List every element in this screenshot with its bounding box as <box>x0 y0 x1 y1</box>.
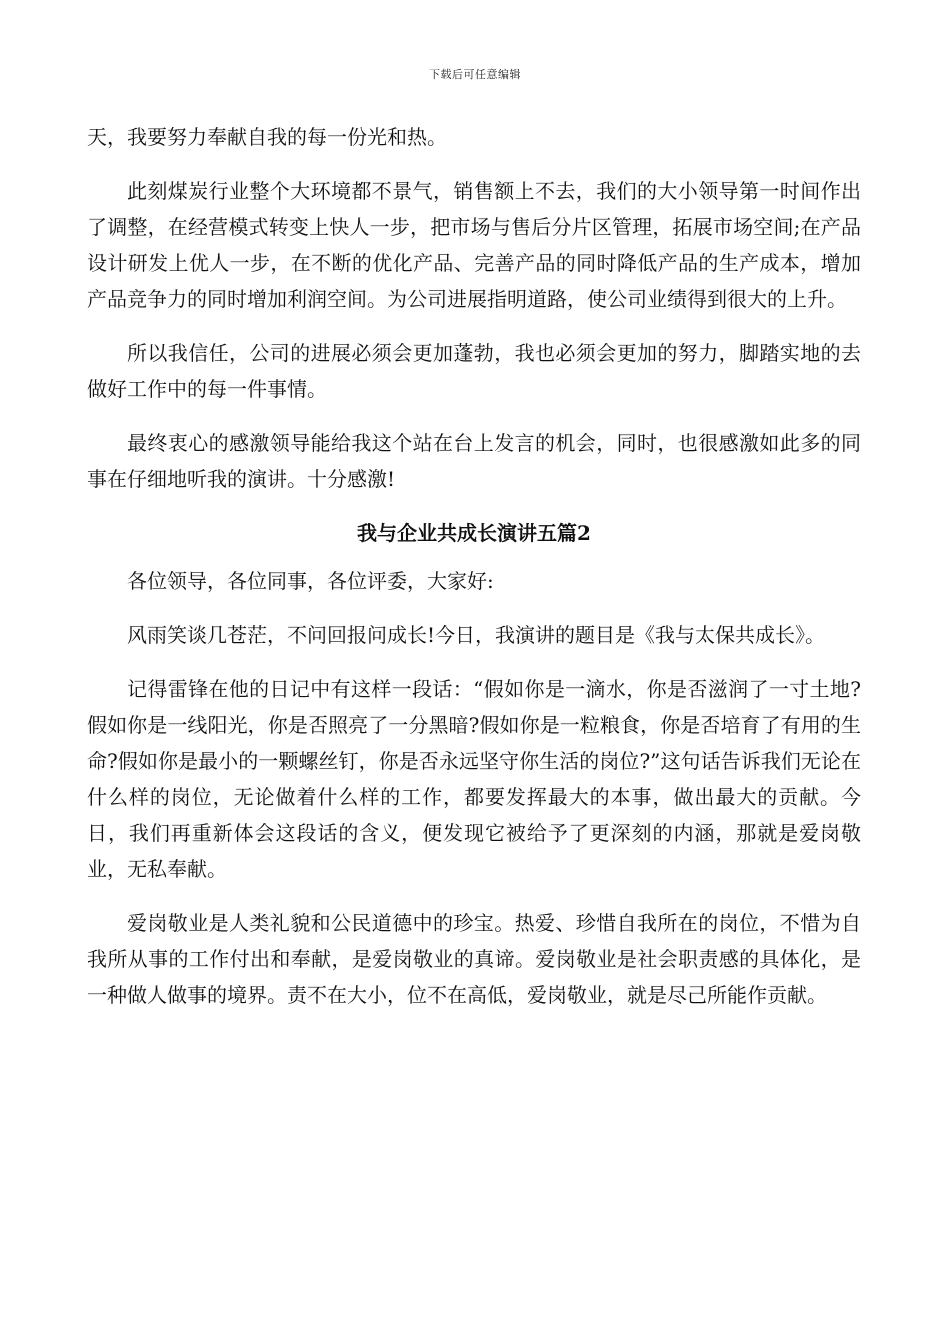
paragraph-thanks: 最终衷心的感激领导能给我这个站在台上发言的机会，同时，也很感激如此多的同事在仔细地听我的演讲。十分感激! <box>87 431 861 491</box>
paragraph-belief: 所以我信任，公司的进展必须会更加蓬勃，我也必须会更加的努力，脚踏实地的去做好工作中的每一件事情。 <box>87 341 861 401</box>
section-title: 我与企业共成长演讲五篇2 <box>357 521 591 545</box>
paragraph-topic: 风雨笑谈几苍茫，不问回报问成长!今日，我演讲的题目是《我与太保共成长》。 <box>127 623 826 647</box>
paragraph-greeting: 各位领导，各位同事，各位评委，大家好: <box>127 569 494 593</box>
paragraph-dedication: 爱岗敬业是人类礼貌和公民道德中的珍宝。热爱、珍惜自我所在的岗位，不惜为自我所从事的工作付出和奉献，是爱岗敬业的真谛。爱岗敬业是社会职责感的具体化，是一种做人做事的境界。责不在大小，位不在高低，爱岗敬业，就是尽己所能作贡献。 <box>87 911 861 1007</box>
header-note: 下载后可任意编辑 <box>429 68 521 81</box>
paragraph-continuation: 天，我要努力奉献自我的每一份光和热。 <box>87 125 447 149</box>
paragraph-industry: 此刻煤炭行业整个大环境都不景气，销售额上不去，我们的大小领导第一时间作出了调整，在经营模式转变上快人一步，把市场与售后分片区管理，拓展市场空间;在产品设计研发上优人一步，在不断的优化产品、完善产品的同时降低产品的生产成本，增加产品竞争力的同时增加利润空间。为公司进展指明道路，使公司业绩得到很大的上升。 <box>87 179 861 311</box>
document-body <box>87 119 861 1031</box>
paragraph-leifeng: 记得雷锋在他的日记中有这样一段话：“假如你是一滴水，你是否滋润了一寸土地?假如你是一线阳光，你是否照亮了一分黑暗?假如你是一粒粮食，你是否培育了有用的生命?假如你是最小的一颗螺丝钉，你是否永远坚守你生活的岗位?”这句话告诉我们无论在什么样的岗位，无论做着什么样的工作，都要发挥最大的本事，做出最大的贡献。今日，我们再重新体会这段话的含义，便发现它被给予了更深刻的内涵，那就是爱岗敬业，无私奉献。 <box>87 677 861 881</box>
